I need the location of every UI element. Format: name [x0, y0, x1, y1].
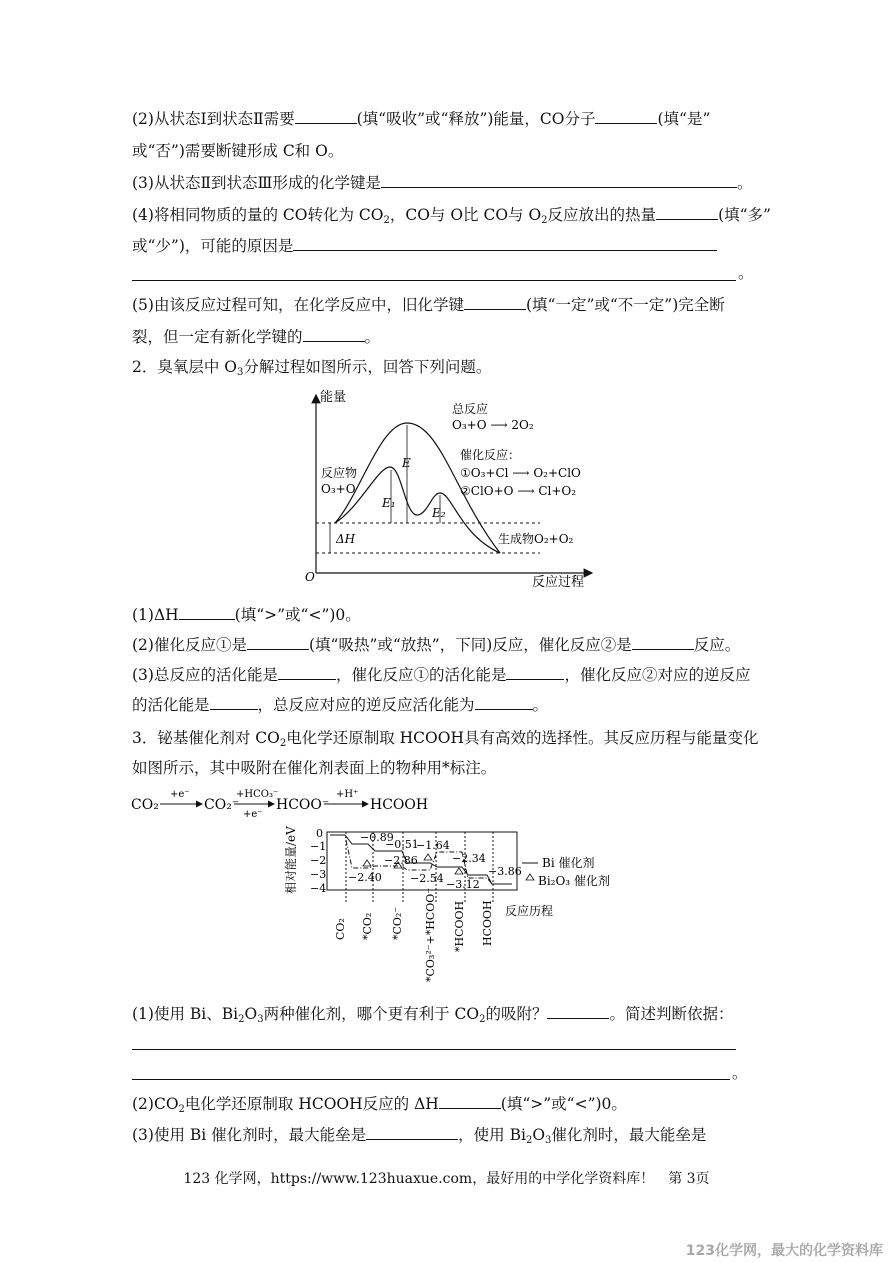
q1-part5-blank-2[interactable]: [303, 326, 365, 342]
q3-legend-bi2o3: Bi₂O₃ 催化剂: [538, 874, 610, 888]
q3-part3-blank[interactable]: [366, 1124, 458, 1140]
q2-reactant-label-2: O₃+O: [321, 482, 356, 496]
q3-label-240: −2.40: [348, 871, 382, 884]
q1-part5-line2: 裂，但一定有新化学键的 。: [132, 328, 381, 346]
q3-stem-line1: 3．铋基催化剂对 $CO_2$电化学还原制取 HCOOH具有高效的选择性。其反应历程与能量变化: [132, 729, 759, 749]
q2-part1: (1)ΔH (填“>”或“<”)0。: [132, 606, 361, 624]
q2-part1-blank[interactable]: [179, 604, 235, 620]
q3-species-co2-anion: CO₂⁻: [204, 797, 240, 813]
q3-species-hcoo: HCOO⁻: [276, 797, 330, 813]
q2-y-label: 能量: [320, 390, 347, 405]
q2-part3-line2: 的活化能是 ，总反应对应的逆反应活化能为 。: [132, 696, 549, 714]
q2-x-label: 反应过程: [532, 575, 585, 590]
q3-reaction-scheme: [0, 785, 893, 825]
q3-label-286: −2.86: [384, 854, 418, 867]
q3-label-312: −3.12: [446, 878, 480, 891]
q2-dH-label: ΔH: [336, 532, 356, 546]
q3-x-tick-star-co2-anion: *CO₂⁻: [391, 906, 404, 940]
q3-legend-bi: Bi 催化剂: [542, 856, 595, 870]
q3-y-tick-1: −1: [310, 840, 327, 853]
q2-part3-line1: (3)总反应的活化能是 ，催化反应①的活化能是 ，催化反应②对应的逆反应: [132, 666, 751, 684]
q1-part2-blank-2[interactable]: [595, 108, 657, 124]
q1-part4-blank-1[interactable]: [656, 204, 718, 220]
q3-label-386: −3.86: [488, 865, 522, 878]
q3-label-234: −2.34: [452, 852, 486, 865]
q3-label-089: −0.89: [360, 831, 394, 844]
q1-part4-blank-2[interactable]: [293, 235, 717, 251]
q3-part1-answer-line-1[interactable]: [132, 1049, 736, 1050]
q1-part5-blank-1[interactable]: [464, 294, 526, 310]
q1-part2-blank-1[interactable]: [295, 108, 357, 124]
q3-y-tick-3: −3: [310, 868, 327, 881]
q1-part2-line1: (2)从状态Ⅰ到状态Ⅱ需要 (填“吸收”或“释放”)能量，CO分子 (填“是”: [132, 110, 711, 128]
q3-arrow2-bottom-label: +e⁻: [243, 809, 263, 820]
q2-E-label: E: [402, 456, 411, 470]
q3-y-tick-0: 0: [316, 827, 323, 840]
q3-x-tick-star-co2: *CO₂: [361, 912, 374, 940]
q1-part4-end: 。: [738, 264, 754, 282]
q2-E2-label: E₂: [432, 506, 446, 520]
q3-energy-diagram: [0, 822, 893, 997]
q3-y-ticks: [310, 827, 326, 895]
q3-label-051: −0.51: [385, 838, 419, 851]
q3-part1-answer-line-2[interactable]: [132, 1079, 730, 1080]
q2-reactant-label-1: 反应物: [321, 466, 358, 480]
q3-stem-line2: 如图所示，其中吸附在催化剂表面上的物种用*标注。: [132, 759, 497, 777]
q3-legend-bi2o3-marker: [526, 874, 534, 880]
q3-x-tick-co2: CO₂: [334, 918, 347, 940]
q3-part2: $(2)CO_2$电化学还原制取 HCOOH反应的 ΔH (填“>”或“<”)0。: [132, 1095, 627, 1115]
q2-part3-blank-3[interactable]: [210, 694, 258, 710]
q1-part5-line1: (5)由该反应过程可知，在化学反应中，旧化学键 (填“一定”或“不一定”)完全断: [132, 296, 725, 314]
q2-E1-label: E₁: [382, 496, 396, 510]
q3-y-label: 相对能量/eV: [284, 826, 298, 894]
page-footer: 123 化学网，https://www.123huaxue.com，最好用的中学化学资料库！ 第 3页: [183, 1171, 710, 1187]
q3-part1-blank[interactable]: [547, 1003, 609, 1019]
q2-stem: 2．臭氧层中 $O_3$分解过程如图所示，回答下列问题。: [132, 358, 492, 378]
q3-arrow1-label: +e⁻: [170, 789, 190, 800]
q2-energy-diagram: [0, 385, 893, 605]
q2-part3-blank-1[interactable]: [278, 664, 336, 680]
q3-part1-end: 。: [732, 1064, 748, 1082]
site-watermark: 123化学网，最大的化学资料库: [685, 1243, 883, 1259]
q2-total-equation: O₃+O ⟶ 2O₂: [452, 418, 534, 432]
q2-catalysis-title: 催化反应：: [460, 448, 521, 462]
q2-part3-blank-2[interactable]: [506, 664, 564, 680]
q2-total-title: 总反应: [452, 402, 489, 416]
q3-x-tick-star-hcooh: *HCOOH: [453, 900, 466, 952]
q3-arrow3-label: +H⁺: [336, 789, 359, 800]
q3-label-164: −1.64: [416, 839, 450, 852]
q2-part2-blank-2[interactable]: [632, 634, 694, 650]
q2-part2-blank-1[interactable]: [247, 634, 309, 650]
q3-y-tick-2: −2: [310, 854, 327, 867]
q1-part4-line2: 或“少”)，可能的原因是: [132, 235, 717, 257]
q3-x-tick-co3-hcoo: *CO₃²⁻+*HCOO⁻: [424, 887, 437, 982]
q3-part1-line1: (1)使用 Bi、$Bi_2O_3$两种催化剂，哪个更有利于 $CO_2$的吸附？ 。简述判断依据：: [132, 1005, 734, 1025]
q3-part2-blank[interactable]: [439, 1093, 501, 1109]
q2-catalysis-eq1: ①O₃+Cl ⟶ O₂+ClO: [460, 466, 581, 480]
q2-catalysis-eq2: ②ClO+O ⟶ Cl+O₂: [460, 484, 577, 498]
q1-part4-answer-line[interactable]: [132, 280, 736, 281]
q3-y-tick-4: −4: [310, 882, 327, 895]
q2-part3-blank-4[interactable]: [475, 694, 533, 710]
q3-part3: (3)使用 Bi 催化剂时，最大能垒是 ，使用 $Bi_2O_3$催化剂时，最大能垒是: [132, 1126, 707, 1146]
q1-part2-line2: 或“否”)需要断键形成 C和 O。: [132, 142, 344, 160]
q1-part3-line: (3)从状态Ⅱ到状态Ⅲ形成的化学键是 。: [132, 174, 753, 192]
q3-x-label: 反应历程: [505, 904, 554, 918]
q3-x-tick-hcooh: HCOOH: [481, 900, 494, 946]
q2-part2: (2)催化反应①是 (填“吸热”或“放热”，下同)反应，催化反应②是 反应。: [132, 636, 741, 654]
q2-product-label: 生成物O₂+O₂: [498, 532, 574, 546]
q1-part3-blank[interactable]: [381, 172, 737, 188]
q3-arrow2-top-label: +HCO₃⁻: [236, 789, 279, 800]
q3-label-254: −2.54: [410, 872, 444, 885]
q1-part4-line1: (4)将相同物质的量的 CO转化为 $CO_2$，CO与 O比 CO与 $O_2$反应放出的热量 (填“多”: [132, 206, 771, 226]
q3-species-co2: CO₂: [131, 797, 159, 813]
q3-species-hcooh: HCOOH: [370, 797, 429, 813]
q2-origin: O: [305, 570, 315, 584]
